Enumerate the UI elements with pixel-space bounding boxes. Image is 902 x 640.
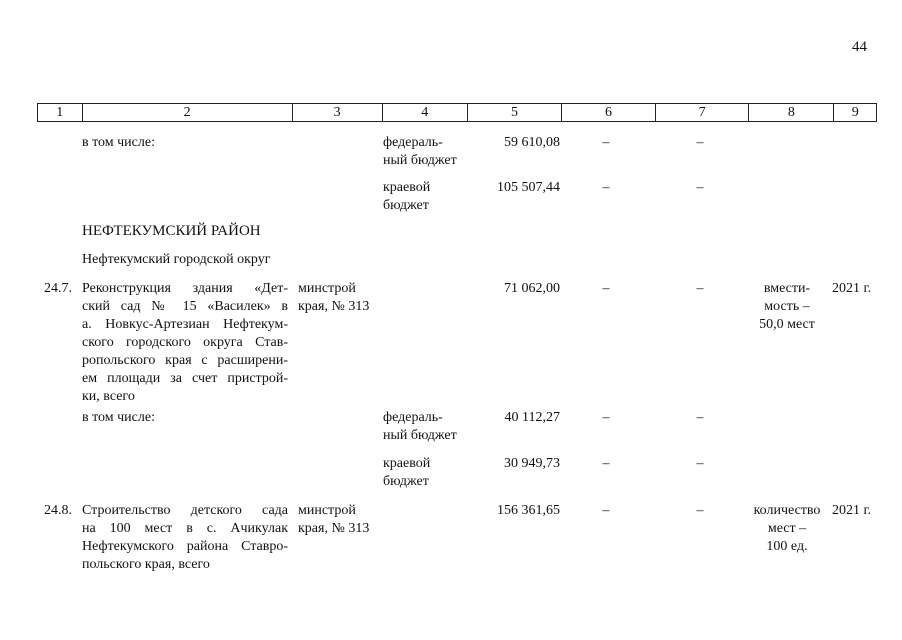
okrug-heading: Нефтекумский городской округ [82, 252, 271, 267]
header-col-9: 9 [851, 105, 859, 120]
funding-source-regional: краевой бюджет [383, 456, 431, 489]
completion-year: 2021 г. [832, 281, 872, 296]
col6-dash: – [602, 456, 610, 471]
customer: минстрой края, № 313 [298, 281, 370, 314]
header-col-1: 1 [38, 104, 83, 121]
header-col-8: 8 [749, 104, 834, 121]
col7-dash: – [696, 281, 704, 296]
col6-dash: – [602, 180, 610, 195]
header-col-5: 5 [468, 104, 562, 121]
amount-total: 71 062,00 [504, 281, 560, 296]
district-heading: НЕФТЕКУМСКИЙ РАЙОН [82, 223, 261, 239]
amount-federal: 59 610,08 [504, 135, 560, 150]
amount-regional: 30 949,73 [504, 456, 560, 471]
capacity: количество мест – 100 ед. [753, 503, 821, 554]
col6-dash: – [602, 281, 610, 296]
col7-dash: – [696, 180, 704, 195]
object-description: Реконструкция здания «Дет- ский сад № 15 «Василек» в а. Новкус-Артезиан Нефтекум- ского городского округа Став- ропольского края с расширени- ем площади за счет пристрой- ки, всего [82, 281, 288, 404]
amount-total: 156 361,65 [497, 503, 560, 518]
page-number: 44 [852, 39, 867, 55]
capacity: вмести- мость – 50,0 мест [759, 281, 815, 332]
amount-regional: 105 507,44 [497, 180, 560, 195]
object-description: Строительство детского сада на 100 мест в с. Ачикулак Нефтекумского района Ставро- польского края, всего [82, 503, 288, 572]
funding-source-federal: федераль- ный бюджет [383, 410, 457, 443]
header-col-3: 3 [293, 104, 383, 121]
funding-source-federal: федераль- ный бюджет [383, 135, 457, 168]
header-col-2: 2 [83, 104, 293, 121]
row-number: 24.7. [44, 281, 72, 296]
col6-dash: – [602, 503, 610, 518]
col7-dash: – [696, 135, 704, 150]
completion-year: 2021 г. [832, 503, 872, 518]
col7-dash: – [696, 503, 704, 518]
row-number: 24.8. [44, 503, 72, 518]
col6-dash: – [602, 135, 610, 150]
col6-dash: – [602, 410, 610, 425]
subtotal-label: в том числе: [82, 135, 155, 150]
col7-dash: – [696, 456, 704, 471]
col7-dash: – [696, 410, 704, 425]
customer: минстрой края, № 313 [298, 503, 370, 536]
funding-source-regional: краевой бюджет [383, 180, 431, 213]
amount-federal: 40 112,27 [504, 410, 560, 425]
subtotal-label: в том числе: [82, 410, 155, 425]
table-header-row [37, 103, 877, 122]
header-col-4: 4 [383, 104, 468, 121]
header-col-6: 6 [562, 104, 656, 121]
header-col-7: 7 [656, 104, 749, 121]
